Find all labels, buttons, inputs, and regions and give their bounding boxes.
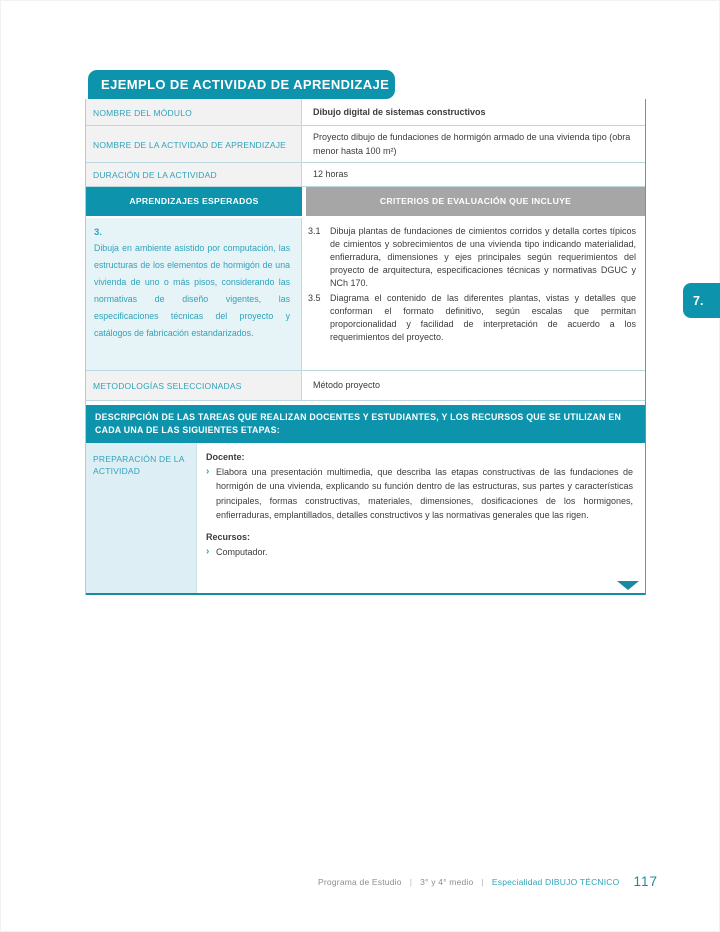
modulo-value: Dibujo digital de sistemas constructivos [302, 99, 645, 125]
descripcion-header-band: DESCRIPCIÓN DE LAS TAREAS QUE REALIZAN DOCENTES Y ESTUDIANTES, Y LOS RECURSOS QUE SE UTILIZAN EN CADA UNA DE LAS SIGUIENTES ETAPAS: [86, 405, 645, 443]
table-row-modulo [86, 99, 645, 126]
aprendizaje-criterios-row [86, 218, 645, 371]
criterio-item [308, 225, 636, 291]
page-title-text: EJEMPLO DE ACTIVIDAD DE APRENDIZAJE [101, 77, 390, 92]
aprendizaje-number: 3. [94, 226, 102, 238]
actividad-label: NOMBRE DE LA ACTIVIDAD DE APRENDIZAJE [86, 126, 302, 162]
page-number: 117 [633, 874, 658, 889]
metodologias-label: METODOLOGÍAS SELECCIONADAS [86, 371, 302, 400]
recursos-heading: Recursos: [206, 531, 251, 542]
criterio-item [308, 292, 636, 345]
footer-grade: 3° y 4° medio [420, 876, 474, 887]
expand-arrow-icon [617, 581, 639, 590]
docente-item-text: Elabora una presentación multimedia, que describa las etapas constructivas de las fundaciones de hormigón de una vivienda, explicando su función dentro de las estructuras, sus partes y características principales, formas constructivas, materiales, dimensiones, dosificaciones de los hormigones, enfierraduras, emplantillados, detalles constructivos y las normativas generales que las rigen. [216, 466, 633, 521]
aprendizajes-header: APRENDIZAJES ESPERADOS [86, 187, 302, 216]
criterios-header: CRITERIOS DE EVALUACIÓN QUE INCLUYE [306, 187, 645, 216]
actividad-value: Proyecto dibujo de fundaciones de hormigón armado de una vivienda tipo (obra menor hasta 100 m²) [302, 126, 645, 162]
column-headers [86, 187, 645, 218]
duracion-label: DURACIÓN DE LA ACTIVIDAD [86, 163, 302, 186]
preparacion-row [86, 443, 645, 595]
preparacion-label: PREPARACIÓN DE LA ACTIVIDAD [86, 443, 197, 593]
chevron-bullet-icon: › [206, 545, 210, 557]
activity-table [85, 99, 646, 595]
duracion-value: 12 horas [302, 163, 645, 186]
page-footer [318, 874, 658, 889]
recursos-bullet-item [206, 545, 633, 560]
footer-separator: | [481, 876, 484, 887]
aprendizaje-text: Dibuja en ambiente asistido por computación, las estructuras de los elementos de hormigón de una vivienda de uno o más pisos, considerando las normativas de diseño vigentes, las especificaciones técnicas del proyecto y catálogos de fabricación estandarizados. [94, 242, 290, 338]
page-title [88, 70, 395, 99]
chapter-tab: 7. [683, 283, 720, 318]
criterio-text: Diagrama el contenido de las diferentes plantas, vistas y detalles que conforman el formato definitivo, según escalas que permitan proporcionalidad y facilidad de interpretación de acuerdo a los requerimientos del proyecto. [330, 292, 636, 343]
footer-program: Programa de Estudio [318, 876, 402, 887]
docente-heading: Docente: [206, 451, 245, 462]
chevron-bullet-icon: › [206, 465, 210, 477]
criterio-number: 3.1 [308, 225, 321, 236]
footer-specialty: Especialidad DIBUJO TÉCNICO [491, 876, 620, 887]
recursos-item-text: Computador. [216, 546, 268, 557]
footer-separator: | [409, 876, 413, 887]
preparacion-content [197, 443, 645, 593]
criterios-cell [302, 218, 645, 370]
table-row-duracion [86, 163, 645, 187]
docente-bullet-item [206, 465, 633, 523]
criterio-number: 3.5 [308, 292, 321, 303]
aprendizaje-cell [86, 218, 302, 370]
modulo-label: NOMBRE DEL MÓDULO [86, 99, 302, 125]
criterio-text: Dibuja plantas de fundaciones de cimientos corridos y detalla cortes típicos de cimientos y sobrecimientos de una vivienda tipo indicando materialidad, enfierradura, dimensiones y ejes principales según requerimientos del proyecto de arquitectura, especificaciones técnicas y normativas DGUC y NCh 170. [330, 225, 636, 289]
table-row-actividad [86, 126, 645, 163]
metodologias-value: Método proyecto [302, 371, 645, 400]
table-row-metodologias [86, 371, 645, 401]
